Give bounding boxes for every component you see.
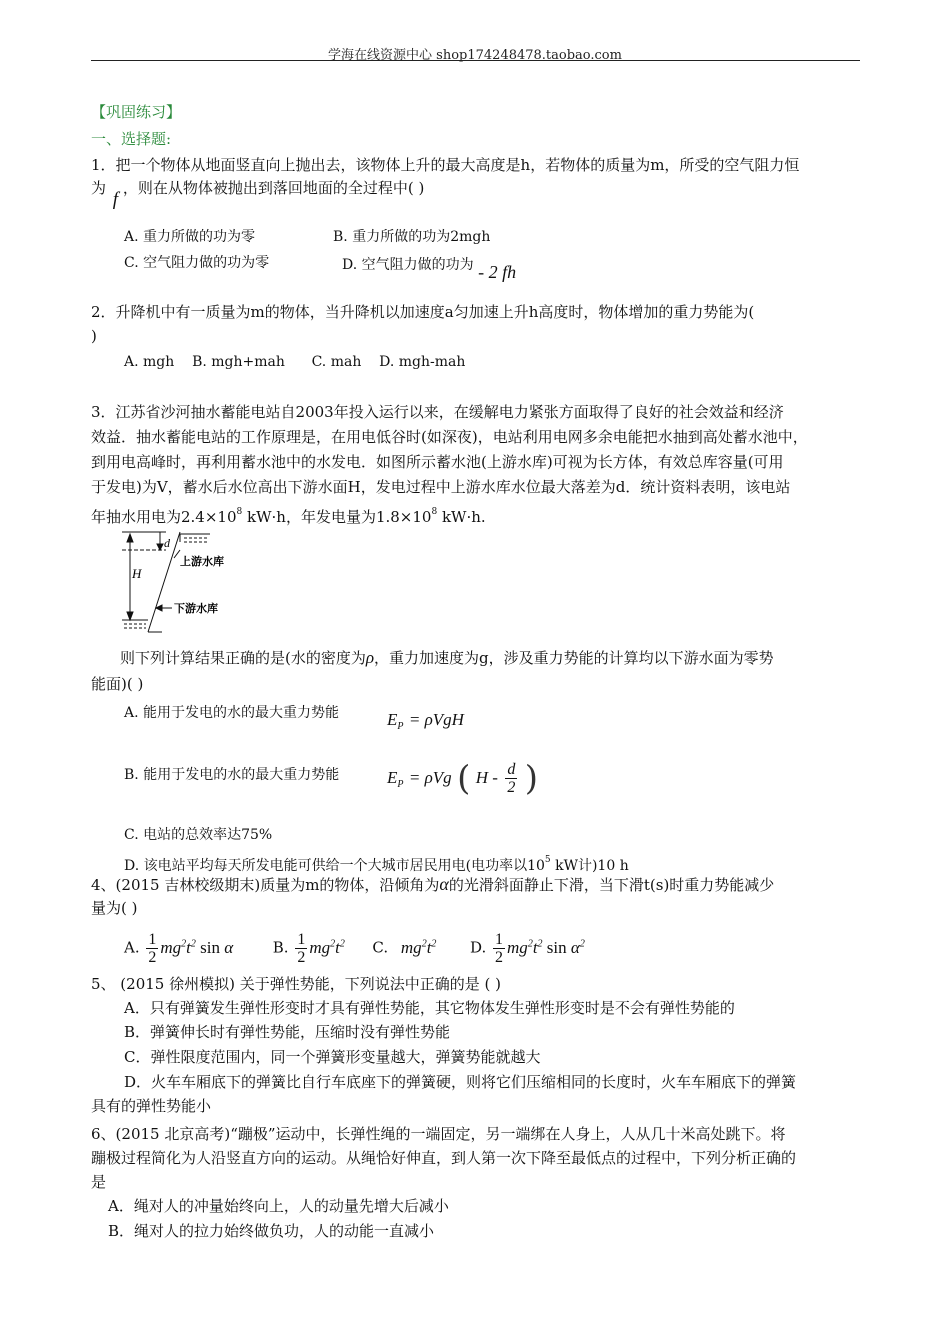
q4-b-num: 1: [297, 931, 306, 949]
q2-line1: 2．升降机中有一质量为m的物体，当升降机以加速度a匀加速上升h高度时，物体增加的重力势能为(: [91, 303, 755, 321]
lower-label-arrowhead: [156, 605, 162, 611]
q3-line3: 到用电高峰时，再利用蓄水池中的水发电．如图所示蓄水池(上游水库)可视为长方体，有效总库容量(可用: [91, 453, 784, 471]
q6-option-a: A．绳对人的冲量始终向上，人的动量先增大后减小: [108, 1197, 449, 1215]
q3-line5: [91, 502, 486, 527]
q3-option-b-formula: $E_P = \rho Vg$ ( H - $\frac{d}{2}$ ): [387, 758, 539, 799]
q3-line5-part3: kW·h.: [437, 508, 486, 526]
q4-line1-part2: 的光滑斜面静止下滑，当下滑t(s)时重力势能减少: [448, 876, 775, 894]
h-arrow-top: [127, 534, 133, 542]
q3-option-c: C. 电站的总效率达75%: [124, 827, 273, 843]
q4-a-den: 2: [148, 949, 157, 967]
rho-symbol: ρ: [365, 648, 375, 667]
q1-line2b: ，则在从物体被抛出到落回地面的全过程中( ): [122, 179, 425, 197]
lower-reservoir-label: 下游水库: [174, 602, 218, 615]
q2-line2: ): [91, 327, 97, 345]
q4-options: A. $\frac{1}{2}$ $mg^2t^2$ sin α B. $\frac{1}{2}$ $mg^2t^2$ C. $mg^2t^2$ D. $\frac{1}{2}$ $mg^2t^2$ $\sin \alpha^2$: [124, 931, 585, 967]
q3-line5-part1: 年抽水用电为2.4×10: [91, 508, 237, 526]
q3-option-d-part2: kW计)10 h: [550, 858, 629, 874]
q3-line2: 效益．抽水蓄能电站的工作原理是，在用电低谷时(如深夜)，电站利用电网多余电能把水抽到高处蓄水池中，: [91, 428, 808, 446]
fraction-2: 2: [507, 779, 516, 796]
fraction-d: d: [507, 761, 516, 778]
q3-stem-line2: 能面)( ): [91, 675, 144, 693]
q4-a-num: 1: [148, 931, 157, 949]
q1-line2a: 为: [91, 179, 107, 197]
subsection-title: 一、选择题:: [91, 130, 172, 148]
q4-line2: 量为( ): [91, 899, 138, 917]
q1-option-a: A. 重力所做的功为零: [124, 229, 256, 245]
q5-option-a: A．只有弹簧发生弹性形变时才具有弹性势能，其它物体发生弹性形变时是不会有弹性势能的: [124, 999, 735, 1017]
q4-option-d-label: D.: [469, 938, 487, 957]
q1-option-d-math: - 2 fh: [478, 262, 517, 282]
q3-line4: 于发电)为V，蓄水后水位高出下游水面H，发电过程中上游水库水位最大落差为d．统计资料表明，该电站: [91, 478, 791, 496]
header-divider: [91, 60, 860, 61]
h-label: H: [132, 566, 142, 581]
q2-options: A. mgh B. mgh+mah C. mah D. mgh-mah: [124, 354, 466, 370]
d-label: d: [164, 536, 170, 550]
q6-line2: 蹦极过程简化为人沿竖直方向的运动。从绳恰好伸直，到人第一次下降至最低点的过程中，下列分析正确的: [91, 1149, 797, 1167]
q1-option-b: B. 重力所做的功为2mgh: [333, 229, 491, 245]
q3-exponent-2: 8: [431, 507, 438, 517]
h-arrow-bottom: [127, 612, 133, 620]
q5-option-d-line2: 具有的弹性势能小: [91, 1097, 212, 1115]
d-arrow-head: [157, 544, 163, 550]
q6-line1: 6、(2015 北京高考)“蹦极”运动中，长弹性绳的一端固定，另一端绑在人身上，人从几十米高处跳下。将: [91, 1125, 786, 1143]
q3-option-d-exponent: 5: [544, 855, 551, 865]
q3-stem-part1: 则下列计算结果正确的是(水的密度为: [120, 649, 366, 667]
q4-option-b-label: B.: [272, 938, 289, 957]
q4-option-c-label: C.: [372, 938, 389, 957]
upper-reservoir-label: 上游水库: [180, 555, 224, 568]
q3-option-a-text: A. 能用于发电的水的最大重力势能: [124, 705, 340, 721]
q3-line5-part2: kW·h，年发电量为1.8×10: [242, 508, 432, 526]
q1-option-d-text: D. 空气阻力做的功为: [342, 257, 474, 273]
q3-option-b-text: B. 能用于发电的水的最大重力势能: [124, 767, 340, 783]
q3-line1: 3．江苏省沙河抽水蓄能电站自2003年投入运行以来，在缓解电力紧张方面取得了良好的社会效益和经济: [91, 403, 784, 421]
q1-f-symbol: f: [112, 189, 119, 210]
q1-option-c: C. 空气阻力做的功为零: [124, 255, 270, 271]
section-title: 【巩固练习】: [91, 103, 182, 121]
q3-stem-part2: ，重力加速度为g，涉及重力势能的计算均以下游水面为零势: [374, 649, 774, 667]
q1-line2: [91, 178, 425, 210]
q6-option-b: B．绳对人的拉力始终做负功，人的动能一直减小: [108, 1222, 435, 1240]
q4-line1-part1: 4、(2015 吉林校级期末)质量为m的物体，沿倾角为: [91, 876, 440, 894]
q3-option-d: [124, 850, 629, 876]
q5-option-b: B．弹簧伸长时有弹性势能，压缩时没有弹性势能: [124, 1023, 451, 1041]
q3-option-a-formula: $E_P = \rho VgH$: [387, 710, 464, 732]
q5-option-d-line1: D．火车车厢底下的弹簧比自行车底座下的弹簧硬，则将它们压缩相同的长度时，火车车厢底下的弹簧: [124, 1073, 797, 1091]
q1-line1: 1．把一个物体从地面竖直向上抛出去，该物体上升的最大高度是h，若物体的质量为m，所受的空气阻力恒: [91, 156, 800, 174]
q6-line3: 是: [91, 1173, 107, 1191]
q3-option-a: [124, 703, 339, 723]
q3-exponent-1: 8: [236, 507, 243, 517]
q5-option-c: C．弹性限度范围内，同一个弹簧形变量越大，弹簧势能就越大: [124, 1048, 541, 1066]
page-header: 学海在线资源中心 shop174248478.taobao.com: [328, 48, 622, 63]
q3-stem-line1: [120, 648, 774, 668]
q5-line1: 5、 (2015 徐州模拟) 关于弹性势能，下列说法中正确的是 ( ): [91, 975, 501, 993]
q4-line1: [91, 874, 774, 895]
q4-b-den: 2: [297, 949, 306, 967]
reservoir-diagram: [118, 528, 278, 638]
q4-d-num: 1: [495, 931, 504, 949]
q3-option-d-part1: D. 该电站平均每天所发电能可供给一个大城市居民用电(电功率以10: [124, 858, 545, 874]
alpha-symbol: α: [439, 874, 449, 894]
q4-option-a-label: A.: [124, 938, 140, 957]
q1-option-d: [342, 253, 517, 282]
q4-d-den: 2: [495, 949, 504, 967]
